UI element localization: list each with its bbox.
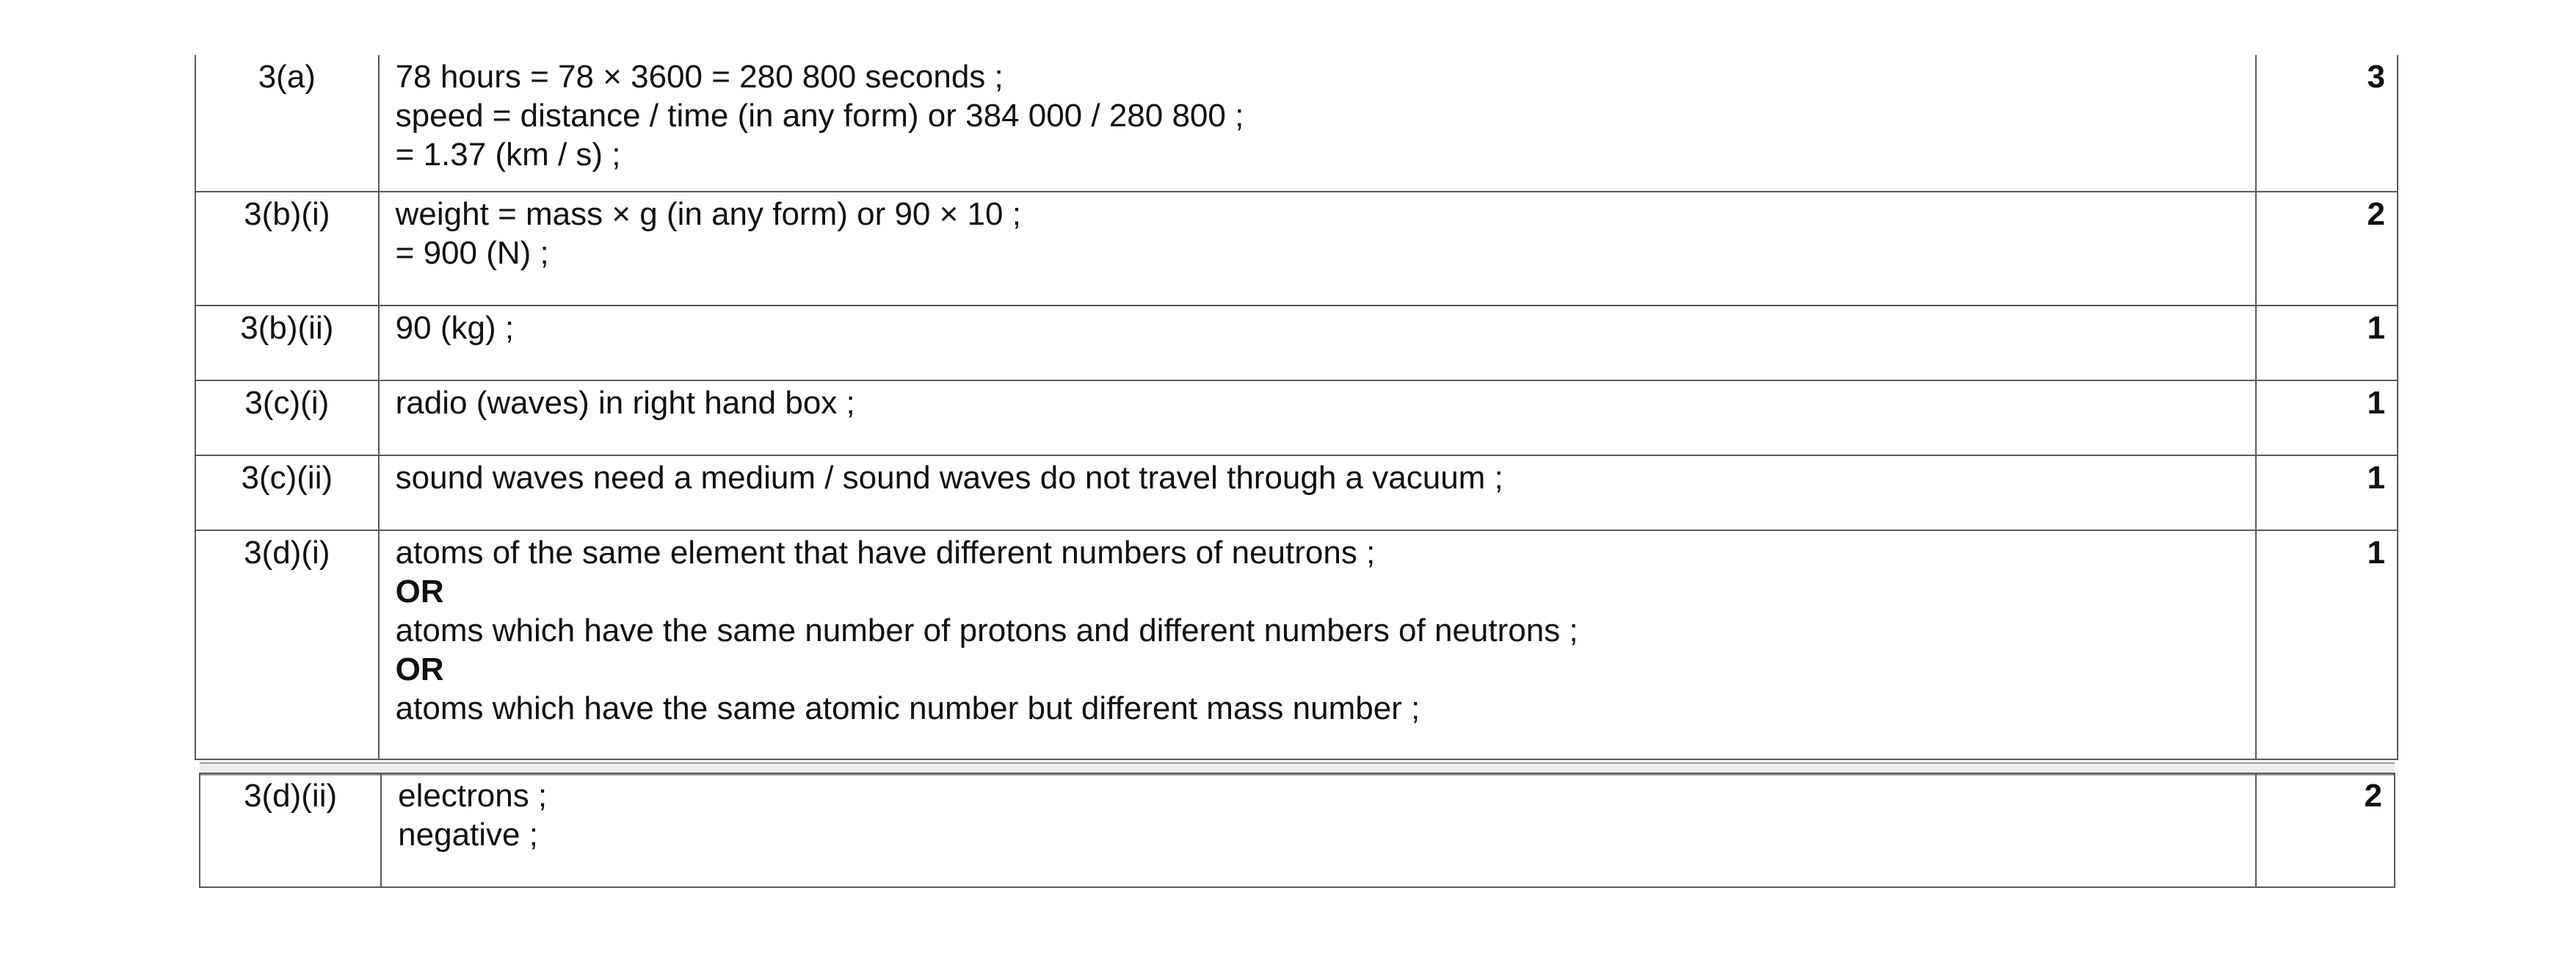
answer-cell [379,380,2257,455]
question-cell [195,192,379,306]
table-row [200,773,2395,887]
question-cell [195,306,379,380]
answer-line: negative ; [398,817,538,853]
marks-cell [2256,455,2398,530]
answer-cell [379,192,2257,306]
question-number: 3(c)(i) [244,385,330,421]
answer-cell [379,55,2257,192]
table-row [195,55,2398,192]
marks-value: 1 [2367,460,2385,496]
answer-cell [379,455,2257,530]
answer-line: atoms which have the same number of protons and different numbers of neutrons ; [395,612,1578,648]
or-separator: OR [395,651,444,687]
answer-line: radio (waves) in right hand box ; [395,385,855,421]
answer-cell [381,773,2256,887]
table-row [195,192,2398,306]
answer-line: speed = distance / time (in any form) or 384 000 / 280 800 ; [395,98,1244,134]
question-number: 3(b)(i) [244,196,330,232]
marks-cell [2256,380,2398,455]
question-number: 3(c)(ii) [241,460,333,496]
marks-value: 1 [2367,385,2385,421]
mark-scheme-table [195,55,2398,760]
question-cell [195,530,379,759]
question-number: 3(d)(i) [244,535,330,571]
marks-cell [2256,306,2398,380]
answer-line: sound waves need a medium / sound waves do not travel through a vacuum ; [395,460,1503,496]
marks-value: 3 [2367,59,2385,95]
table-row [195,306,2398,380]
marks-cell [2256,773,2395,887]
marks-value: 2 [2364,778,2382,814]
question-number: 3(b)(ii) [240,310,334,346]
answer-line: = 1.37 (km / s) ; [395,137,621,173]
answer-line: atoms of the same element that have different numbers of neutrons ; [395,535,1376,571]
question-number: 3(d)(ii) [244,778,338,814]
question-cell [195,380,379,455]
answer-line: atoms which have the same atomic number but different mass number ; [395,690,1421,726]
answer-cell [379,306,2257,380]
marks-cell [2256,192,2398,306]
marks-value: 1 [2367,535,2385,571]
answer-line: 90 (kg) ; [395,310,515,346]
mark-scheme-table-continued [199,773,2395,888]
answer-line: 78 hours = 78 × 3600 = 280 800 seconds ; [395,59,1004,95]
marks-cell [2256,530,2398,759]
question-cell [200,773,381,887]
marks-value: 2 [2367,196,2385,232]
marks-value: 1 [2367,310,2385,346]
answer-line: electrons ; [398,778,548,814]
question-cell [195,55,379,192]
answer-line: weight = mass × g (in any form) or 90 × 10 ; [395,196,1021,232]
answer-cell [379,530,2257,759]
table-row [195,455,2398,530]
marks-cell [2256,55,2398,192]
answer-line: = 900 (N) ; [395,235,549,271]
table-row [195,530,2398,759]
question-number: 3(a) [258,59,316,95]
question-cell [195,455,379,530]
table-row [195,380,2398,455]
or-separator: OR [395,574,444,610]
